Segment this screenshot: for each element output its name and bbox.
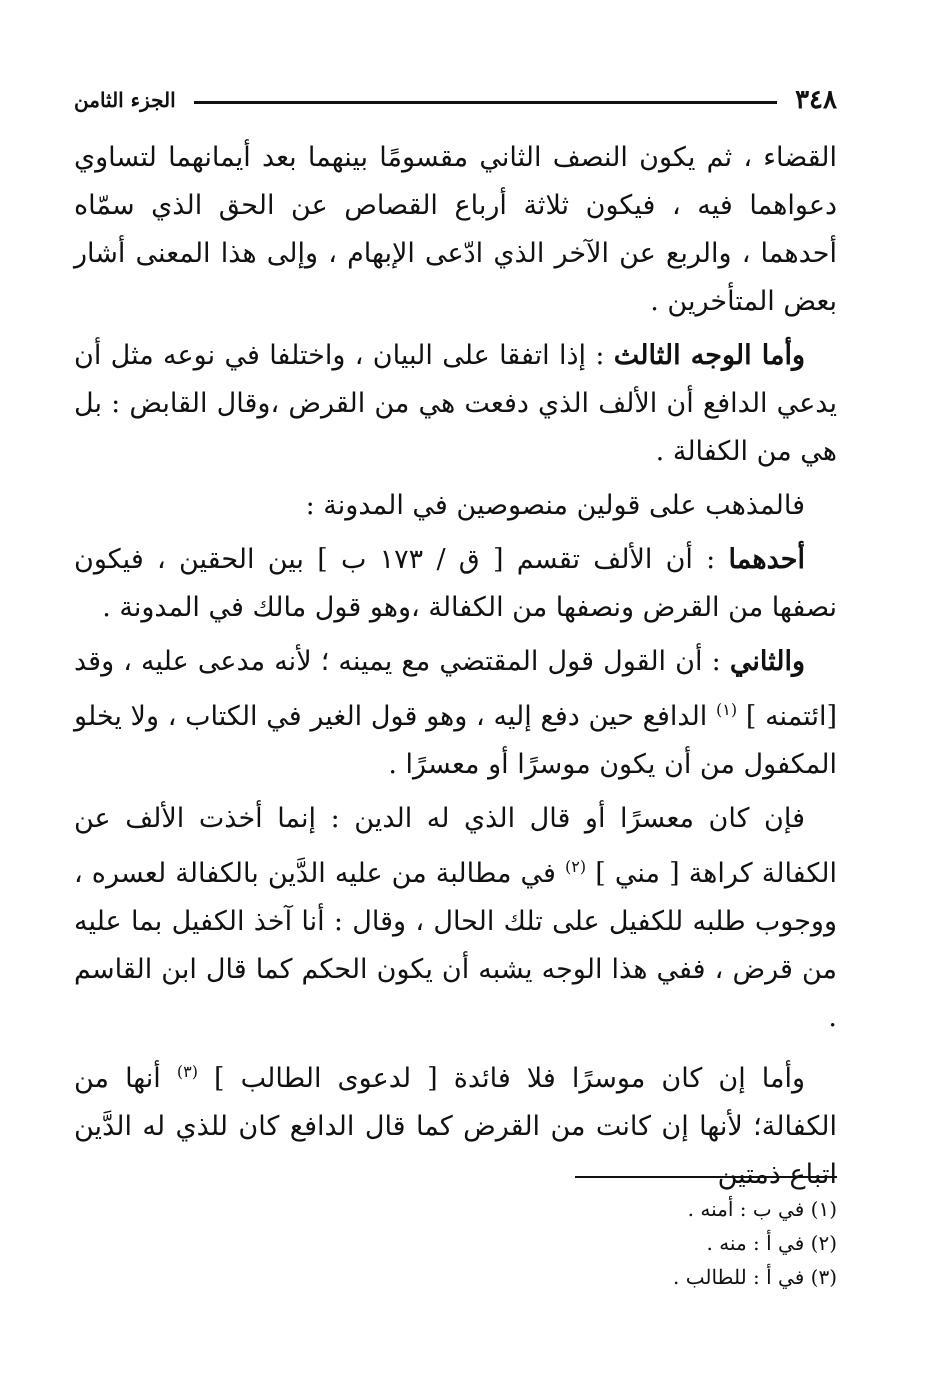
paragraph-text: القضاء ، ثم يكون النصف الثاني مقسومًا بينهما بعد أيمانهما لتساوي دعواهما فيه ، فيكون ثلاثة أرباع القصاص عن الحق الذي سمّاه أحدهما ، والربع عن الآخر الذي ادّعى الإبهام ، وإلى هذا المعنى أشار بعض المتأخرين .: [74, 142, 837, 317]
paragraph-text-cont: في مطالبة من عليه الدَّين بالكفالة لعسره ، ووجوب طلبه للكفيل على تلك الحال ، وقال : أنا آخذ الكفيل بما عليه من قرض ، ففي هذا الوجه يشبه أن يكون الحكم كما قال ابن القاسم .: [74, 858, 837, 1033]
paragraph-1: [74, 134, 837, 326]
paragraph-text-cont: الدافع حين دفع إليه ، وهو قول الغير في الكتاب ، ولا يخلو المكفول من أن يكون موسرًا أو معسرًا .: [74, 701, 837, 780]
page-header: [74, 80, 837, 120]
body-text: [74, 134, 837, 1199]
paragraph-text: : إذا اتفقا على البيان ، واختلفا في نوعه مثل أن يدعي الدافع أن الألف الذي دفعت هي من القرض ،وقال القابض : بل هي من الكفالة .: [74, 340, 837, 467]
paragraph-lead: وأما الوجه الثالث: [613, 340, 806, 371]
paragraph-text-cont: أنها من الكفالة؛ لأنها إن كانت من القرض كما قال الدافع كان للذي له الدَّين اتباع ذمتين: [74, 1063, 837, 1190]
footnote-rule: [575, 1176, 837, 1178]
paragraph-lead: والثاني: [729, 646, 805, 677]
paragraph-5: [74, 638, 837, 789]
footnote-ref: (٢): [565, 857, 587, 876]
header-rule: [194, 101, 777, 104]
paragraph-text: وأما إن كان موسرًا فلا فائدة [ لدعوى الطالب ]: [214, 1063, 805, 1094]
paragraph-lead: أحدهما: [728, 544, 805, 575]
paragraph-6: [74, 795, 837, 1042]
footnote-ref: (١): [716, 700, 738, 719]
running-title: الجزء الثامن: [74, 88, 176, 112]
paragraph-text: فالمذهب على قولين منصوصين في المدونة :: [305, 490, 805, 521]
page-number: ٣٤٨: [795, 85, 837, 115]
paragraph-3: [74, 482, 837, 530]
footnote-3: (٣) في أ : للطالب .: [673, 1265, 837, 1289]
paragraph-4: [74, 536, 837, 632]
footnote-2: (٢) في أ : منه .: [706, 1231, 837, 1255]
paragraph-text: فإن كان معسرًا أو قال الذي له الدين : إنما أخذت الألف عن الكفالة كراهة [ مني ]: [74, 803, 837, 889]
paragraph-text: : أن الألف تقسم [ ق / ١٧٣ ب ] بين الحقين ، فيكون نصفها من القرض ونصفها من الكفالة ،وهو قول مالك في المدونة .: [74, 544, 837, 623]
paragraph-2: [74, 332, 837, 476]
footnote-ref: (٣): [176, 1062, 198, 1081]
footnotes: [673, 1192, 837, 1294]
footnote-1: (١) في ب : أمنه .: [687, 1197, 837, 1221]
paragraph-text: : أن القول قول المقتضي مع يمينه ؛ لأنه مدعى عليه ، وقد [ائتمنه ]: [74, 646, 838, 732]
